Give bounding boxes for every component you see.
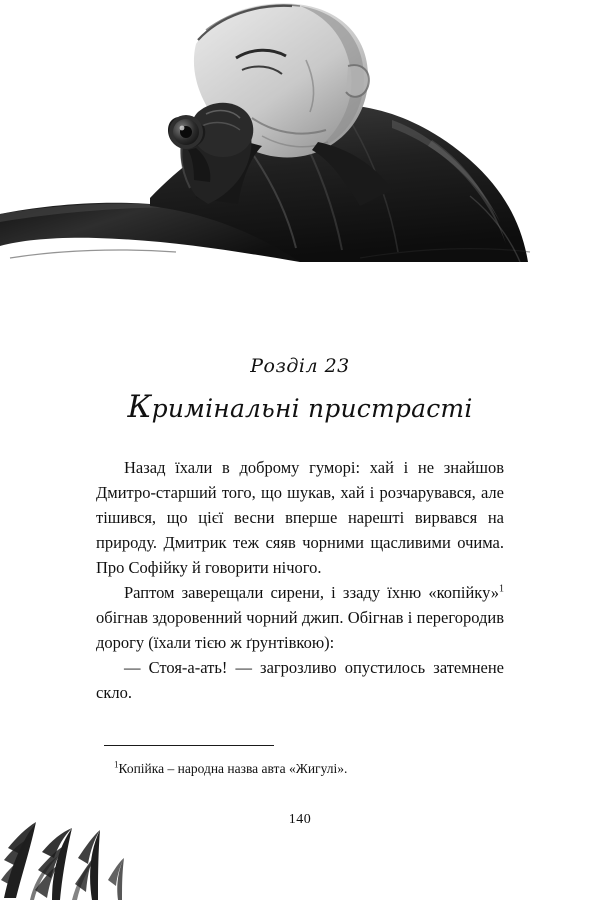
paragraph-1: Назад їхали в доброму гуморі: хай і не знайшов Дмитро-старший того, що шукав, хай і розчарувався, але тішився, що цієї весни вперше нарешті вирвався на природу. Дмитрик теж сяяв чорними щасливими очима. Про Софійку й говорити нічого. [96, 458, 504, 577]
footnote-marker: 1 [114, 759, 119, 770]
paragraph-2 [96, 580, 504, 655]
chapter-illustration [0, 0, 600, 300]
footnote-content [96, 760, 504, 778]
chapter-title [96, 389, 504, 425]
chapter-text [96, 355, 504, 705]
paragraph-2-part-2: обігнав здоровенний чорний джип. Обігнав і перегородив дорогу (їхали тією ж ґрунтівкою): [96, 608, 504, 652]
corner-foliage-decoration [0, 770, 150, 900]
chapter-title-initial: К [127, 389, 152, 425]
footnote-divider [104, 745, 274, 746]
chapter-number: Розділ 23 [250, 355, 350, 377]
paragraph-2-part-1: Раптом заверещали сирени, і ззаду їхню «копійку» [124, 583, 499, 602]
footnote-reference: 1 [499, 583, 504, 595]
paragraph-3: — Стоя-а-ать! — загрозливо опустилось затемнене скло. [96, 658, 504, 702]
footnote-body: Копійка – народна назва авта «Жигулі». [118, 761, 348, 776]
chapter-title-rest: римінальні пристрасті [151, 394, 473, 423]
footnote-block [96, 745, 504, 778]
page-number: 140 [288, 812, 312, 827]
